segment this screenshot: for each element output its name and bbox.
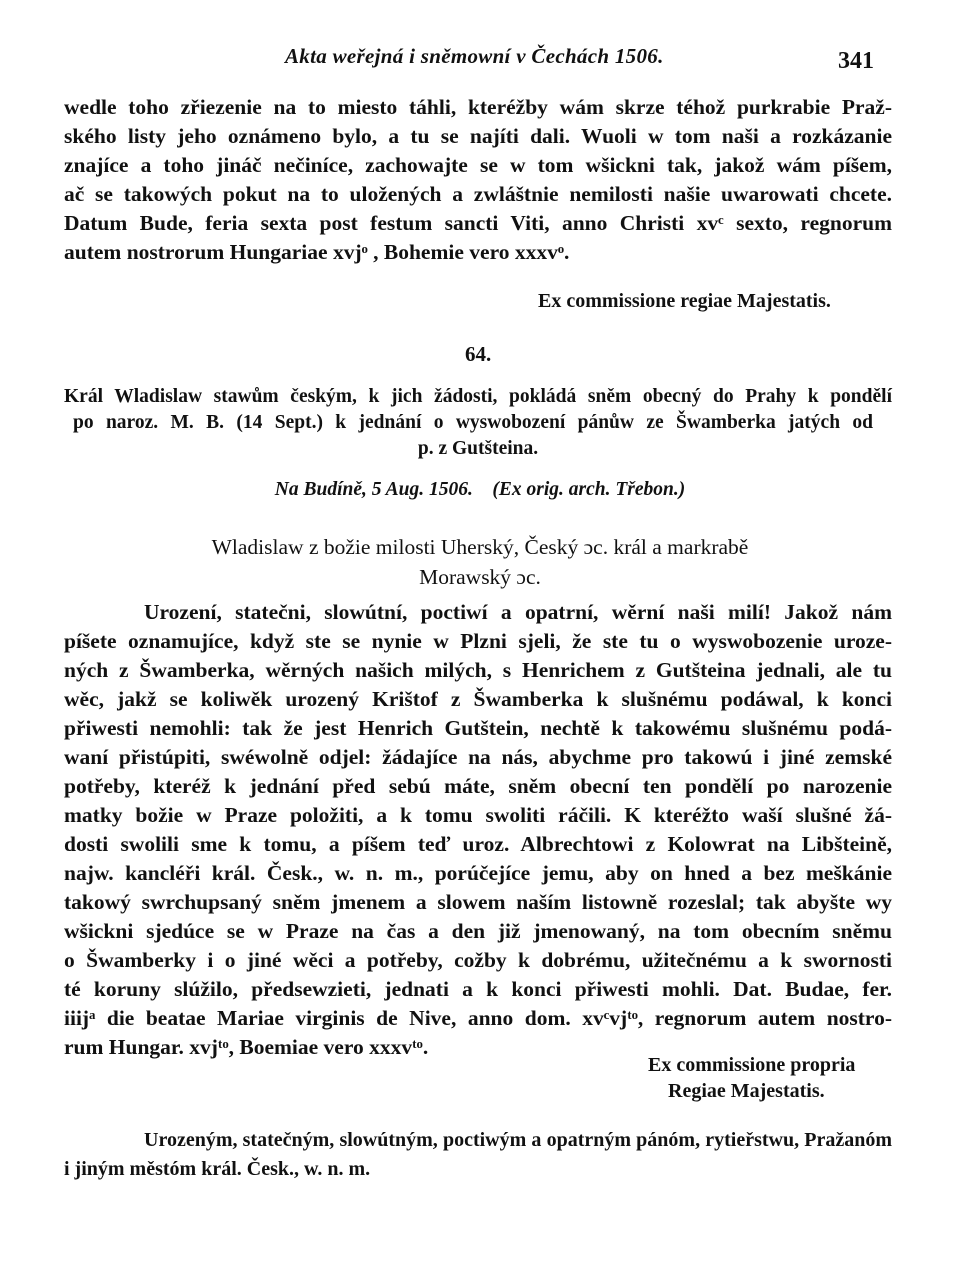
commission-note: Regiae Majestatis. (668, 1080, 825, 1102)
body-line: potřeby, kteréž k jednání před sebú máte, sněm obecní ten pondělí po narozenie (64, 774, 892, 798)
body-line: té koruny slúžilo, předsewzieti, jednati a k konci přiwesti mohli. Dat. Budae, fer. (64, 977, 892, 1001)
running-head-title: Akta weřejná i sněmowní v Čechách 1506. (285, 44, 664, 68)
text-line: znajíce a toho jináč nečiníce, zachowajte se w tom wšickni tak, jakož wám píšem, (64, 153, 892, 177)
address (64, 1126, 892, 1184)
commission-note: Ex commissione regiae Majestatis. (538, 290, 831, 312)
body-line: o Šwamberky i o jiné wěci a potřeby, cožby k dobrému, užitečnému a k swornosti (64, 948, 892, 972)
running-head (0, 44, 960, 78)
body-line: dosti swolili sme k tomu, a píšem teď uroz. Albrechtowi z Kolowrat na Libšteině, (64, 832, 892, 856)
body-line: takowý swrchupsaný sněm jmenem a slowem naším listowně rozeslal; tak abyšte wy (64, 890, 892, 914)
address-line: i jiným městóm král. Česk., w. n. m. (64, 1158, 371, 1180)
body-line: iiijᵃ die beatae Mariae virginis de Nive, anno dom. xvᶜvjᵗᵒ, regnorum autem nostro- (64, 1006, 892, 1030)
body-line: matky božie w Praze položiti, a k tomu swoliti ráčili. K kteréžto waší slušné žá- (64, 803, 892, 827)
body-line: najw. kancléři král. Česk., w. n. m., porúčejíce jemu, aby on hned a bez meškánie (64, 861, 892, 885)
document-number: 64. (465, 342, 492, 366)
body-line: wšickni sjedúce se w Praze na čas a den již jmenowaný, na tom obecním sněmu (64, 919, 892, 943)
source-note: (Ex orig. arch. Třebon.) (492, 479, 686, 500)
body-line: Urození, statečni, slowútní, poctiwí a opatrní, wěrní naši milí! Jakož nám (144, 600, 892, 624)
body-line: wěc, jakž se koliwěk urozený Krištof z Šwamberka k slušnému podáwal, k konci (64, 687, 892, 711)
text-line: wedle toho zřiezenie na to miesto táhli, kteréžby wám skrze téhož purkrabie Praž- (64, 95, 892, 119)
commission-note: Ex commissione propria (648, 1054, 856, 1076)
body-line: píšete oznamujíce, když ste se nynie w Plzni sjeli, že ste tu o wyswobozenie uroze- (64, 629, 892, 653)
text-line: Datum Bude, feria sexta post festum sancti Viti, anno Christi xvᶜ sexto, regnorum (64, 211, 892, 235)
previous-letter-ending (64, 93, 892, 267)
body-line: přiwesti nemohli: tak že jest Henrich Gutštein, nechtě k takowému slušnému podá- (64, 716, 892, 740)
dateline (0, 479, 960, 501)
letter-body (64, 598, 892, 1062)
date-place: Na Budíně, 5 Aug. 1506. (274, 479, 473, 500)
summary-line: Král Wladislaw stawům českým, k jich žádosti, pokládá sněm obecný do Prahy k pondělí (64, 386, 892, 407)
body-line: waní přistúpiti, swéwolně odjel: žádajíce na nás, abychme pro takowú i jiné zemské (64, 745, 892, 769)
summary-line: p. z Gutšteina. (417, 438, 539, 459)
intitulation-line: Wladislaw z božie milosti Uherský, Český ɔc. král a markrabě (211, 535, 749, 559)
body-line: ných z Šwamberka, wěrných našich milých, s Henrichem z Gutšteina jednali, ale tu (64, 658, 892, 682)
intitulation-line: Morawský ɔc. (419, 565, 541, 589)
body-line: rum Hungar. xvjᵗᵒ, Boemiae vero xxxvᵗᵒ. (64, 1035, 429, 1059)
text-line: ského listy jeho oznámeno bylo, a tu se najíti dali. Wuoli w tom naši a rozkázanie (64, 124, 892, 148)
text-line: autem nostrorum Hungariae xvjᵒ , Bohemie vero xxxvᵒ. (64, 240, 570, 264)
summary-line: po naroz. M. B. (14 Sept.) k jednání o wyswobození pánůw ze Šwamberka jatých od (73, 412, 873, 433)
address-line: Urozeným, statečným, slowútným, poctiwým a opatrným pánóm, rytieřstwu, Pražanóm (144, 1129, 892, 1151)
text-line: ač se takowých pokut na to uložených a zwláštnie nemilosti našie uwarowati chcete. (64, 182, 892, 206)
page-number: 341 (838, 48, 874, 74)
royal-intitulation (0, 532, 960, 592)
document-summary (64, 384, 892, 462)
